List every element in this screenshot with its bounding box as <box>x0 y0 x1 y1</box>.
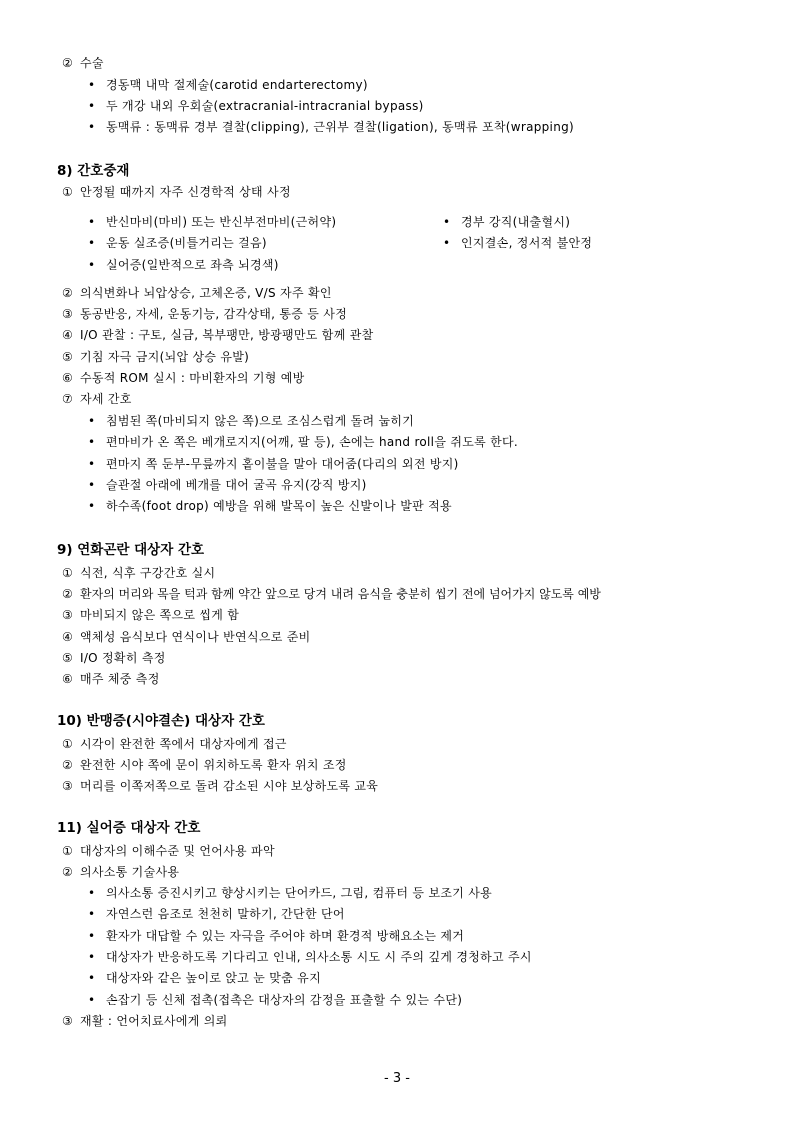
list-item: • 슬관절 아래에 베개를 대어 굴곡 유지(강직 방지) <box>88 478 367 492</box>
list-item: • 반신마비(마비) 또는 반신부전마비(근허약) <box>88 215 337 229</box>
list-item: ③ 머리를 이쪽저쪽으로 돌려 감소된 시야 보상하도록 교육 <box>62 779 379 793</box>
list-item: • 환자가 대답할 수 있는 자극을 주어야 하며 환경적 방해요소는 제거 <box>88 929 465 943</box>
list-item: • 의사소통 증진시키고 향상시키는 단어카드, 그림, 컴퓨터 등 보조기 사용 <box>88 886 493 900</box>
section-heading: 8) 간호중재 <box>57 163 130 179</box>
surgery-heading: ② 수술 <box>62 56 104 70</box>
list-item: • 자연스런 음조로 천천히 말하기, 간단한 단어 <box>88 907 345 921</box>
list-item: ⑤ I/O 정확히 측정 <box>62 651 166 665</box>
list-item: ③ 재활 : 언어치료사에게 의뢰 <box>62 1014 228 1028</box>
section-heading: 9) 연화곤란 대상자 간호 <box>57 542 205 558</box>
list-item: ② 완전한 시야 쪽에 문이 위치하도록 환자 위치 조정 <box>62 758 347 772</box>
section-heading: 11) 실어증 대상자 간호 <box>57 820 201 836</box>
list-item: • 동맥류 : 동맥류 경부 결찰(clipping), 근위부 결찰(ligation), 동맥류 포착(wrapping) <box>88 120 574 134</box>
list-item: • 편마지 쪽 둔부-무릎까지 홑이불을 말아 대어줌(다리의 외전 방지) <box>88 457 459 471</box>
list-item: ③ 마비되지 않은 쪽으로 씹게 함 <box>62 608 240 622</box>
list-item: ① 안정될 때까지 자주 신경학적 상태 사정 <box>62 185 291 199</box>
list-item: ② 의식변화나 뇌압상승, 고체온증, V/S 자주 확인 <box>62 286 332 300</box>
list-item: ① 대상자의 이해수준 및 언어사용 파악 <box>62 844 275 858</box>
list-item: ⑥ 매주 체중 측정 <box>62 672 160 686</box>
list-item: • 손잡기 등 신체 접촉(접촉은 대상자의 감정을 표출할 수 있는 수단) <box>88 993 463 1007</box>
list-item: • 인지결손, 정서적 불안정 <box>443 236 593 250</box>
list-item: ② 의사소통 기술사용 <box>62 865 180 879</box>
list-item: ⑤ 기침 자극 금지(뇌압 상승 유발) <box>62 350 250 364</box>
list-item: ② 환자의 머리와 목을 턱과 함께 약간 앞으로 당겨 내려 음식을 충분히 씹기 전에 넘어가지 않도록 예방 <box>62 587 601 601</box>
list-item: • 편마비가 온 쪽은 베개로지지(어깨, 팔 등), 손에는 hand roll을 쥐도록 한다. <box>88 435 519 449</box>
list-item: • 하수족(foot drop) 예방을 위해 발목이 높은 신발이나 발판 적용 <box>88 499 452 513</box>
list-item: • 대상자가 반응하도록 기다리고 인내, 의사소통 시도 시 주의 깊게 경청하고 주시 <box>88 950 532 964</box>
list-item: ⑥ 수동적 ROM 실시 : 마비환자의 기형 예방 <box>62 371 305 385</box>
list-item: • 실어증(일반적으로 좌측 뇌경색) <box>88 258 279 272</box>
list-item: • 운동 실조증(비틀거리는 걸음) <box>88 236 267 250</box>
list-item: • 두 개강 내외 우회술(extracranial-intracranial bypass) <box>88 99 424 113</box>
list-item: ④ I/O 관찰 : 구토, 실금, 복부팽만, 방광팽만도 함께 관찰 <box>62 328 374 342</box>
page-number: - 3 - <box>384 1071 410 1086</box>
list-item: ③ 동공반응, 자세, 운동기능, 감각상태, 통증 등 사정 <box>62 307 348 321</box>
list-item: ④ 액체성 음식보다 연식이나 반연식으로 준비 <box>62 630 311 644</box>
list-item: ① 시각이 완전한 쪽에서 대상자에게 접근 <box>62 737 287 751</box>
list-item: • 경부 강직(내출혈시) <box>443 215 571 229</box>
list-item: • 침범된 쪽(마비되지 않은 쪽)으로 조심스럽게 돌려 눕히기 <box>88 414 415 428</box>
list-item: ① 식전, 식후 구강간호 실시 <box>62 566 216 580</box>
list-item: • 대상자와 같은 높이로 앉고 눈 맞춤 유지 <box>88 971 321 985</box>
list-item: ⑦ 자세 간호 <box>62 392 132 406</box>
section-heading: 10) 반맹증(시야결손) 대상자 간호 <box>57 713 265 729</box>
list-item: • 경동맥 내막 절제술(carotid endarterectomy) <box>88 78 368 92</box>
